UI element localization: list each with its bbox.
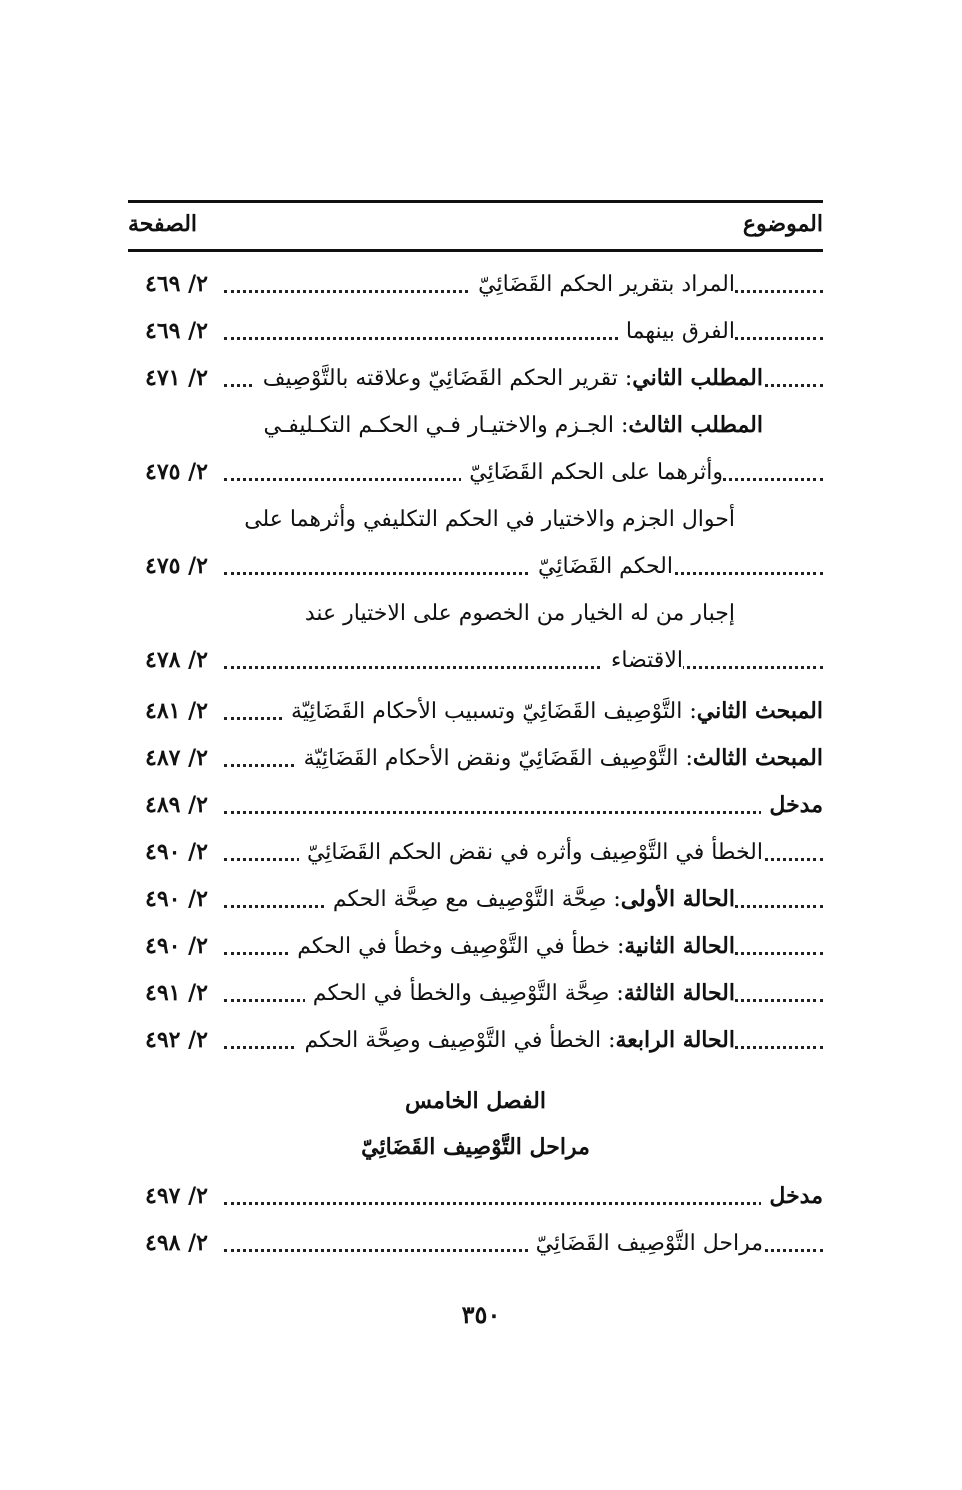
entry-page: ٢/ ٤٩٢ bbox=[145, 1027, 208, 1053]
toc-entry bbox=[128, 881, 823, 917]
entry-title bbox=[761, 791, 823, 820]
entry-page: ٢/ ٤٨٩ bbox=[145, 792, 208, 818]
entry-page: ٢/ ٤٩٧ bbox=[145, 1183, 208, 1209]
entry-text: : تقرير الحكم القَضَائِيّ وعلاقته بالتَّوْصِيف bbox=[262, 366, 633, 391]
entry-page: ٢/ ٤٨٧ bbox=[145, 745, 208, 771]
entry-title bbox=[299, 838, 763, 867]
page-number: ٣٥٠ bbox=[461, 1300, 501, 1329]
page-column-label: الصفحة bbox=[128, 211, 198, 237]
entry-title bbox=[528, 1229, 763, 1258]
entry-page: ٢/ ٤٧٨ bbox=[145, 647, 208, 673]
entry-text: الفرق بينهما bbox=[625, 319, 735, 344]
chapter-title: مراحل التَّوْصِيف القَضَائِيّ bbox=[361, 1134, 590, 1160]
toc-entry bbox=[128, 266, 823, 302]
chapter-label: الفصل الخامس bbox=[405, 1088, 546, 1114]
entry-title bbox=[461, 458, 723, 487]
entry-title bbox=[296, 744, 823, 773]
leader-dots bbox=[224, 811, 823, 814]
entry-page: ٢/ ٤٦٩ bbox=[145, 318, 208, 344]
entry-page: ٢/ ٤٩٠ bbox=[145, 933, 208, 959]
entry-page: ٢/ ٤٦٩ bbox=[145, 271, 208, 297]
entry-text: : التَّوْصِيف القَضَائِيّ ونقض الأحكام القَضَائِيّة bbox=[303, 746, 693, 771]
toc-entry bbox=[128, 1022, 823, 1058]
entry-lead: الحالة الثانية bbox=[624, 933, 735, 959]
toc-entry bbox=[128, 975, 823, 1011]
entry-page: ٢/ ٤٧٥ bbox=[145, 553, 208, 579]
entry-text: وأثرهما على الحكم القَضَائِيّ bbox=[469, 460, 723, 485]
entry-text: المراد بتقرير الحكم القَضَائِيّ bbox=[478, 272, 735, 297]
entry-title bbox=[296, 1026, 735, 1055]
toc-entry bbox=[128, 1178, 823, 1214]
entry-title bbox=[603, 646, 683, 675]
toc-entry bbox=[128, 1225, 823, 1261]
entry-text: : صِحَّة التَّوْصِيف مع صِحَّة الحكم bbox=[332, 887, 621, 912]
entry-title bbox=[255, 411, 763, 440]
entry-lead: الحالة الأولى bbox=[620, 886, 735, 912]
entry-text: الاقتضاء bbox=[611, 648, 683, 673]
entry-page: ٢/ ٤٧٥ bbox=[145, 459, 208, 485]
entry-text: إجبار من له الخيار من الخصوم على الاختيار عند bbox=[304, 601, 735, 626]
entry-lead: مدخل bbox=[769, 792, 823, 818]
entry-text: : الخطأ في التَّوْصِيف وصِحَّة الحكم bbox=[304, 1028, 616, 1053]
entry-page: ٢/ ٤٩١ bbox=[145, 980, 208, 1006]
entry-text: : الجـزم والاختيـار فـي الحكـم التكـليفـي bbox=[263, 413, 629, 438]
entry-lead: المبحث الثالث bbox=[692, 745, 823, 771]
entry-title bbox=[255, 364, 763, 393]
entry-text: : صِحَّة التَّوْصِيف والخطأ في الحكم bbox=[312, 981, 624, 1006]
toc-entry bbox=[128, 595, 823, 631]
entry-text: : خطأ في التَّوْصِيف وخطأ في الحكم bbox=[297, 934, 625, 959]
entry-title bbox=[297, 599, 735, 628]
entry-text: الخطأ في التَّوْصِيف وأثره في نقض الحكم القَضَائِيّ bbox=[306, 840, 763, 865]
entry-text: مراحل التَّوْصِيف القَضَائِيّ bbox=[535, 1231, 763, 1256]
entry-text: الحكم القَضَائِيّ bbox=[538, 554, 673, 579]
toc-entry bbox=[128, 454, 823, 490]
entry-text: أحوال الجزم والاختيار في الحكم التكليفي وأثرهما على bbox=[244, 507, 735, 532]
toc-entry bbox=[128, 407, 823, 443]
topic-column-label: الموضوع bbox=[742, 211, 823, 237]
entry-text: : التَّوْصِيف القَضَائِيّ وتسبيب الأحكام القَضَائِيّة bbox=[290, 699, 697, 724]
entry-title bbox=[761, 1182, 823, 1211]
entry-lead: المطلب الثاني bbox=[632, 365, 763, 391]
entry-lead: المبحث الثاني bbox=[696, 698, 823, 724]
toc-entry bbox=[128, 928, 823, 964]
toc-entry bbox=[128, 787, 823, 823]
entry-page: ٢/ ٤٧١ bbox=[145, 365, 208, 391]
toc-entry bbox=[128, 313, 823, 349]
entry-page: ٢/ ٤٨١ bbox=[145, 698, 208, 724]
toc-entry bbox=[128, 834, 823, 870]
entry-lead: الحالة الثالثة bbox=[623, 980, 735, 1006]
entry-page: ٢/ ٤٩٨ bbox=[145, 1230, 208, 1256]
entry-lead: مدخل bbox=[769, 1183, 823, 1209]
leader-dots bbox=[224, 1202, 823, 1205]
entry-title bbox=[283, 697, 823, 726]
entry-lead: المطلب الثالث bbox=[628, 412, 763, 438]
entry-title bbox=[236, 505, 735, 534]
entry-title bbox=[530, 552, 673, 581]
entry-lead: الحالة الرابعة bbox=[615, 1027, 735, 1053]
toc-entry bbox=[128, 501, 823, 537]
entry-page: ٢/ ٤٩٠ bbox=[145, 886, 208, 912]
toc-entry bbox=[128, 548, 823, 584]
toc-entry bbox=[128, 360, 823, 396]
toc-entry bbox=[128, 642, 823, 678]
table-header bbox=[128, 200, 823, 252]
entry-title bbox=[289, 932, 735, 961]
entry-page: ٢/ ٤٩٠ bbox=[145, 839, 208, 865]
toc-entry bbox=[128, 693, 823, 729]
toc-entry bbox=[128, 740, 823, 776]
entry-title bbox=[470, 270, 735, 299]
leader-dots bbox=[224, 666, 823, 669]
entry-title bbox=[618, 317, 735, 346]
entry-title bbox=[305, 979, 735, 1008]
entry-title bbox=[325, 885, 735, 914]
leader-dots bbox=[224, 572, 823, 575]
